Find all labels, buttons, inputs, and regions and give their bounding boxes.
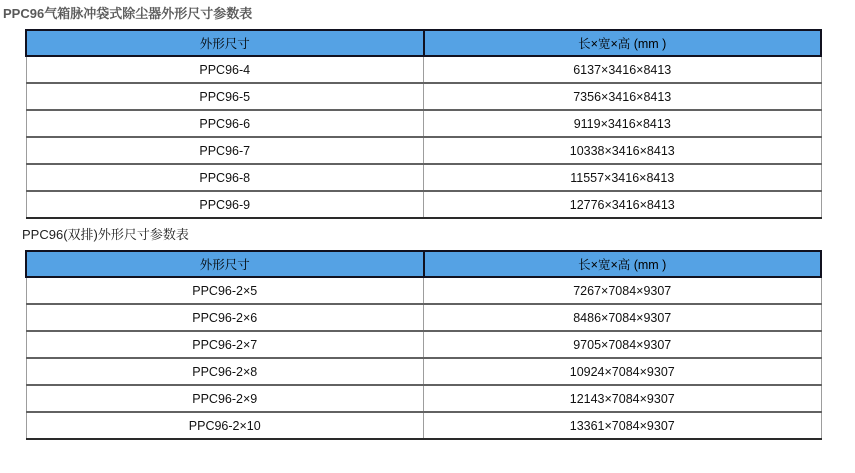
model-cell: PPC96-6 [26, 110, 424, 137]
dimensions-cell: 9705×7084×9307 [424, 331, 822, 358]
dimensions-cell: 10924×7084×9307 [424, 358, 822, 385]
table2-title: PPC96(双排)外形尺寸参数表 [22, 227, 189, 242]
header-row [26, 251, 821, 277]
table-row [26, 56, 821, 83]
table-row [26, 83, 821, 110]
table-row [26, 385, 821, 412]
dimensions-cell: 10338×3416×8413 [424, 137, 822, 164]
table-row [26, 277, 821, 304]
dimensions-cell: 7356×3416×8413 [424, 83, 822, 110]
header-row [26, 30, 821, 56]
table-row [26, 191, 821, 218]
dimensions-cell: 7267×7084×9307 [424, 277, 822, 304]
dimensions-cell: 11557×3416×8413 [424, 164, 822, 191]
dimensions-cell: 12143×7084×9307 [424, 385, 822, 412]
model-cell: PPC96-2×9 [26, 385, 424, 412]
table-row [26, 412, 821, 439]
table1-title: PPC96气箱脉冲袋式除尘器外形尺寸参数表 [3, 6, 253, 21]
table-row [26, 331, 821, 358]
dimensions-cell: 6137×3416×8413 [424, 56, 822, 83]
model-cell: PPC96-7 [26, 137, 424, 164]
model-cell: PPC96-2×5 [26, 277, 424, 304]
column-header-model: 外形尺寸 [26, 251, 424, 277]
dimensions-cell: 12776×3416×8413 [424, 191, 822, 218]
model-cell: PPC96-8 [26, 164, 424, 191]
column-header-model: 外形尺寸 [26, 30, 424, 56]
table-row [26, 304, 821, 331]
model-cell: PPC96-4 [26, 56, 424, 83]
table-row [26, 110, 821, 137]
table-row [26, 137, 821, 164]
dimensions-cell: 8486×7084×9307 [424, 304, 822, 331]
model-cell: PPC96-2×8 [26, 358, 424, 385]
table-row [26, 358, 821, 385]
model-cell: PPC96-9 [26, 191, 424, 218]
table-row [26, 164, 821, 191]
model-cell: PPC96-5 [26, 83, 424, 110]
dimensions-cell: 9119×3416×8413 [424, 110, 822, 137]
dimensions-cell: 13361×7084×9307 [424, 412, 822, 439]
column-header-dimensions: 长×宽×高 (mm ) [424, 30, 822, 56]
column-header-dimensions: 长×宽×高 (mm ) [424, 251, 822, 277]
model-cell: PPC96-2×7 [26, 331, 424, 358]
model-cell: PPC96-2×6 [26, 304, 424, 331]
dimensions-table-single-row [25, 29, 822, 219]
dimensions-table-double-row [25, 250, 822, 440]
model-cell: PPC96-2×10 [26, 412, 424, 439]
